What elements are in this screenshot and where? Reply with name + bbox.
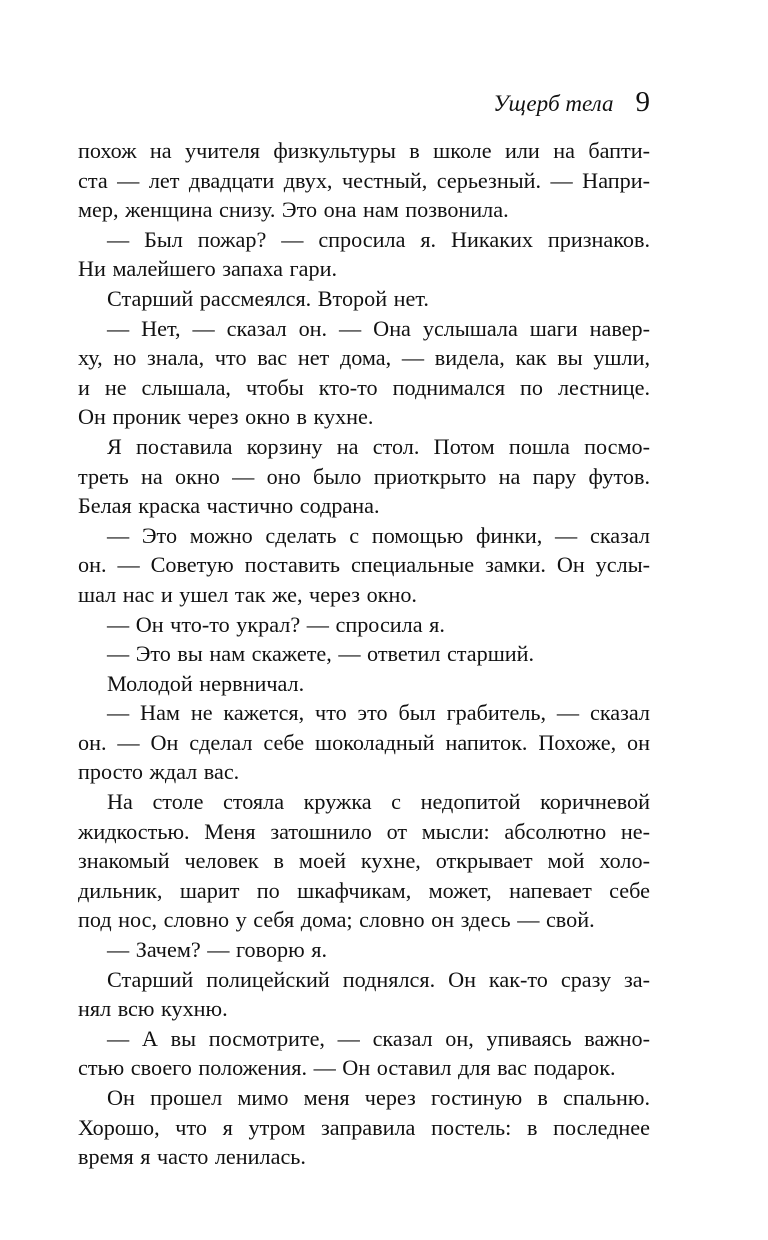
text-line: и не слышала, чтобы кто-то поднимался по лестнице. bbox=[78, 374, 650, 400]
text-line: треть на окно — оно было приоткрыто на пару футов. bbox=[78, 463, 650, 489]
text-line: — Зачем? — говорю я. bbox=[107, 937, 328, 963]
body-text bbox=[78, 136, 650, 1172]
text-line: — Он что-то украл? — спросила я. bbox=[107, 611, 445, 637]
paragraph bbox=[78, 432, 650, 521]
text-line: жидкостью. Меня затошнило от мысли: абсолютно не- bbox=[78, 818, 650, 844]
text-line: — А вы посмотрите, — сказал он, упиваясь важно- bbox=[107, 1025, 650, 1051]
text-line: Молодой нервничал. bbox=[107, 670, 305, 696]
text-line: под нос, словно у себя дома; словно он здесь — свой. bbox=[78, 907, 595, 933]
text-line: — Это вы нам скажете, — ответил старший. bbox=[107, 641, 535, 667]
text-line: нял всю кухню. bbox=[78, 996, 228, 1022]
paragraph bbox=[78, 136, 650, 225]
text-line: Старший полицейский поднялся. Он как-то сразу за- bbox=[107, 966, 650, 992]
text-line: он. — Советую поставить специальные замки. Он услы- bbox=[78, 552, 650, 578]
text-line: Я поставила корзину на стол. Потом пошла посмо- bbox=[107, 433, 650, 459]
paragraph bbox=[78, 314, 650, 432]
paragraph bbox=[78, 965, 650, 1024]
running-header-title: Ущерб тела bbox=[493, 91, 614, 116]
text-line: — Нам не кажется, что это был грабитель, — сказал bbox=[107, 700, 650, 726]
paragraph bbox=[78, 284, 650, 314]
text-line: — Нет, — сказал он. — Она услышала шаги навер- bbox=[107, 315, 650, 341]
paragraph bbox=[78, 1024, 650, 1083]
text-line: — Это можно сделать с помощью финки, — сказал bbox=[107, 522, 650, 548]
paragraph bbox=[78, 787, 650, 935]
text-line: ху, но знала, что вас нет дома, — видела, как вы ушли, bbox=[78, 345, 650, 371]
text-line: знакомый человек в моей кухне, открывает мой холо- bbox=[78, 848, 650, 874]
paragraph bbox=[78, 521, 650, 610]
text-line: Он проник через окно в кухне. bbox=[78, 404, 374, 430]
text-line: ста — лет двадцати двух, честный, серьезный. — Напри- bbox=[78, 167, 650, 193]
paragraph bbox=[78, 639, 650, 669]
text-line: дильник, шарит по шкафчикам, может, напевает себе bbox=[78, 877, 650, 903]
paragraph bbox=[78, 935, 650, 965]
text-line: Белая краска частично содрана. bbox=[78, 493, 380, 519]
paragraph bbox=[78, 225, 650, 284]
text-line: Старший рассмеялся. Второй нет. bbox=[107, 285, 429, 311]
text-line: На столе стояла кружка с недопитой коричневой bbox=[107, 789, 650, 815]
page-number: 9 bbox=[635, 86, 650, 118]
paragraph bbox=[78, 1083, 650, 1172]
text-line: — Был пожар? — спросила я. Никаких признаков. bbox=[107, 226, 650, 252]
paragraph bbox=[78, 698, 650, 787]
text-line: просто ждал вас. bbox=[78, 759, 240, 785]
text-line: шал нас и ушел так же, через окно. bbox=[78, 581, 417, 607]
text-line: стью своего положения. — Он оставил для вас подарок. bbox=[78, 1055, 616, 1081]
paragraph bbox=[78, 669, 650, 699]
text-line: Он прошел мимо меня через гостиную в спальню. bbox=[107, 1085, 650, 1110]
text-line: мер, женщина снизу. Это она нам позвонила. bbox=[78, 197, 509, 223]
text-line: Ни малейшего запаха гари. bbox=[78, 256, 337, 282]
text-line: время я часто ленилась. bbox=[78, 1144, 306, 1170]
text-line: Хорошо, что я утром заправила постель: в последнее bbox=[78, 1114, 650, 1140]
paragraph bbox=[78, 610, 650, 640]
running-header bbox=[493, 86, 650, 119]
text-line: похож на учителя физкультуры в школе или на бапти- bbox=[78, 138, 650, 163]
text-line: он. — Он сделал себе шоколадный напиток. Похоже, он bbox=[78, 729, 650, 755]
